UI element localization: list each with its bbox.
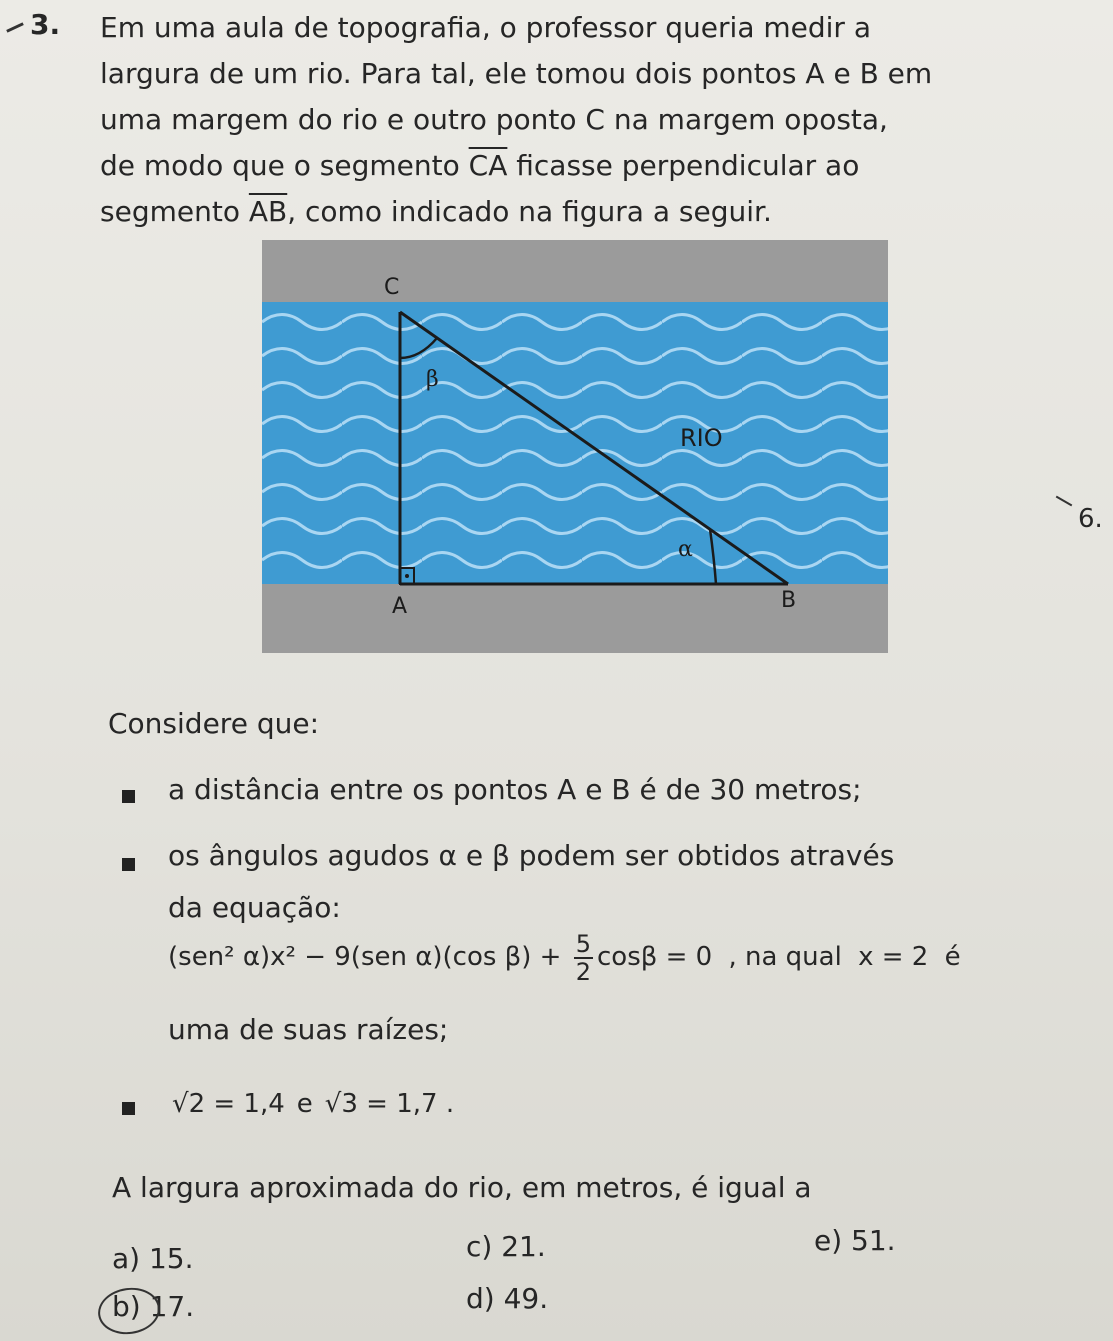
- answer-prompt: A largura aproximada do rio, em metros, é igual a: [112, 1171, 812, 1204]
- line4-text-a: de modo que o segmento: [100, 149, 469, 182]
- sqrt-connector: e: [296, 1089, 313, 1119]
- river-figure: [262, 240, 888, 653]
- question-line-5: [100, 194, 772, 230]
- sqrt3-value: √3 = 1,7 .: [324, 1089, 455, 1119]
- equation-conj: , na qual: [728, 942, 842, 972]
- fraction-numerator: 5: [575, 929, 591, 958]
- sqrt2-value: √2 = 1,4: [172, 1089, 285, 1119]
- equation-e: é: [944, 942, 961, 972]
- option-d[interactable]: d) 49.: [466, 1282, 549, 1315]
- bullet-3-marker: [122, 1102, 135, 1115]
- option-e[interactable]: e) 51.: [814, 1224, 896, 1257]
- option-c[interactable]: c) 21.: [466, 1230, 546, 1263]
- equation-line: [168, 922, 961, 992]
- river-diagram: [262, 240, 888, 653]
- label-alpha: α: [678, 537, 693, 562]
- label-c: C: [384, 275, 400, 300]
- question-line-3: uma margem do rio e outro ponto C na margem oposta,: [100, 103, 888, 136]
- bullet-1-text: a distância entre os pontos A e B é de 30 metros;: [168, 773, 862, 806]
- bullet-1-marker: [122, 790, 135, 803]
- line5-text-b: , como indicado na figura a seguir.: [287, 195, 772, 228]
- equation-left: (sen² α)x² − 9(sen α)(cos β) +: [168, 942, 570, 972]
- segment-ab: $\overline{AB}$: [248, 195, 288, 228]
- line4-text-b: ficasse perpendicular ao: [507, 149, 860, 182]
- question-number: 3.: [30, 8, 61, 41]
- far-bank: [262, 240, 888, 302]
- next-question-number: 6.: [1078, 504, 1103, 534]
- river-waves: [262, 302, 888, 584]
- option-a[interactable]: a) 15.: [112, 1242, 194, 1275]
- bullet-2-line-4: uma de suas raízes;: [168, 1013, 449, 1046]
- bullet-3-text: [172, 1086, 454, 1122]
- considere-heading: Considere que:: [108, 707, 319, 740]
- equation-right: cosβ = 0: [597, 942, 713, 972]
- bullet-2-marker: [122, 858, 135, 871]
- label-beta: β: [426, 367, 439, 392]
- question-line-4: [100, 148, 859, 184]
- question-line-1: Em uma aula de topografia, o professor queria medir a: [100, 11, 871, 44]
- line5-text-a: segmento: [100, 195, 249, 228]
- question-line-2: largura de um rio. Para tal, ele tomou dois pontos A e B em: [100, 57, 933, 90]
- fraction-denominator: 2: [575, 957, 591, 986]
- label-a: A: [392, 594, 408, 619]
- option-b[interactable]: b) 17.: [112, 1290, 195, 1323]
- bullet-2-line-1: os ângulos agudos α e β podem ser obtidos através: [168, 839, 895, 872]
- label-rio: RIO: [680, 424, 723, 452]
- label-b: B: [781, 588, 797, 613]
- segment-ca: $\overline{CA}$: [468, 149, 508, 182]
- bullet-2-line-2: da equação:: [168, 891, 341, 924]
- equation-root: x = 2: [858, 942, 929, 972]
- fraction-five-halves: [574, 931, 593, 985]
- right-angle-dot: [405, 574, 409, 578]
